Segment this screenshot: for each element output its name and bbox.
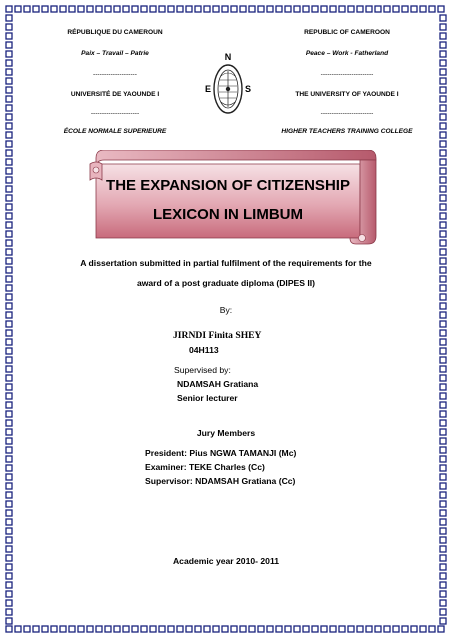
border-square bbox=[440, 285, 446, 291]
border-square bbox=[6, 267, 12, 273]
border-square bbox=[440, 114, 446, 120]
title-line-1: THE EXPANSION OF CITIZENSHIP bbox=[106, 177, 350, 194]
border-square bbox=[168, 6, 174, 12]
border-square bbox=[440, 330, 446, 336]
border-square bbox=[6, 384, 12, 390]
border-square bbox=[186, 626, 192, 632]
border-square bbox=[96, 6, 102, 12]
border-square bbox=[330, 626, 336, 632]
border-square bbox=[321, 6, 327, 12]
border-square bbox=[6, 519, 12, 525]
border-square bbox=[6, 456, 12, 462]
border-square bbox=[6, 366, 12, 372]
border-square bbox=[15, 6, 21, 12]
border-square bbox=[440, 321, 446, 327]
border-square bbox=[440, 177, 446, 183]
jury-heading: Jury Members bbox=[196, 428, 256, 438]
border-square bbox=[6, 258, 12, 264]
border-square bbox=[6, 15, 12, 21]
border-square bbox=[150, 6, 156, 12]
border-square bbox=[440, 555, 446, 561]
border-square bbox=[440, 447, 446, 453]
border-square bbox=[6, 168, 12, 174]
header-right-separator: ------------------------ bbox=[320, 110, 374, 117]
border-square bbox=[6, 240, 12, 246]
seal-letter-s: S bbox=[244, 84, 251, 94]
border-square bbox=[440, 528, 446, 534]
header-left-separator: -------------------- bbox=[93, 71, 137, 78]
header-right-school: HIGHER TEACHERS TRAINING COLLEGE bbox=[281, 128, 413, 135]
border-square bbox=[204, 6, 210, 12]
border-square bbox=[33, 626, 39, 632]
border-square bbox=[6, 123, 12, 129]
border-square bbox=[440, 231, 446, 237]
border-square bbox=[6, 321, 12, 327]
border-square bbox=[6, 375, 12, 381]
border-square bbox=[6, 24, 12, 30]
border-square bbox=[440, 15, 446, 21]
border-square bbox=[440, 141, 446, 147]
border-square bbox=[285, 626, 291, 632]
seal-letter-e: E bbox=[205, 84, 212, 94]
author-name: JIRNDI Finita SHEY bbox=[173, 330, 262, 341]
border-square bbox=[159, 6, 165, 12]
border-square bbox=[440, 591, 446, 597]
border-square bbox=[411, 6, 417, 12]
border-square bbox=[366, 626, 372, 632]
title-line-2: LEXICON IN LIMBUM bbox=[153, 206, 303, 223]
border-square bbox=[6, 626, 12, 632]
border-square bbox=[440, 474, 446, 480]
border-square bbox=[420, 6, 426, 12]
border-square bbox=[440, 564, 446, 570]
supervised-by-label: Supervised by: bbox=[174, 365, 231, 375]
border-square bbox=[33, 6, 39, 12]
border-square bbox=[6, 87, 12, 93]
border-square bbox=[393, 626, 399, 632]
border-square bbox=[78, 6, 84, 12]
author-matricule: 04H113 bbox=[189, 345, 219, 355]
border-square bbox=[402, 626, 408, 632]
border-square bbox=[440, 186, 446, 192]
border-square bbox=[440, 573, 446, 579]
header-right-motto: Peace – Work - Fatherland bbox=[305, 50, 389, 57]
border-square bbox=[348, 6, 354, 12]
border-square bbox=[440, 222, 446, 228]
border-square bbox=[6, 231, 12, 237]
border-square bbox=[123, 6, 129, 12]
border-square bbox=[420, 626, 426, 632]
border-square bbox=[440, 105, 446, 111]
border-square bbox=[348, 626, 354, 632]
border-square bbox=[6, 276, 12, 282]
border-square bbox=[366, 6, 372, 12]
border-square bbox=[141, 626, 147, 632]
border-square bbox=[6, 78, 12, 84]
border-square bbox=[6, 402, 12, 408]
border-square bbox=[384, 626, 390, 632]
border-square bbox=[440, 294, 446, 300]
border-square bbox=[438, 626, 444, 632]
border-square bbox=[440, 60, 446, 66]
border-square bbox=[105, 626, 111, 632]
border-square bbox=[258, 6, 264, 12]
border-square bbox=[440, 213, 446, 219]
border-square bbox=[440, 24, 446, 30]
border-square bbox=[6, 546, 12, 552]
border-square bbox=[6, 555, 12, 561]
border-square bbox=[303, 626, 309, 632]
border-square bbox=[177, 626, 183, 632]
header-left-country: RÉPUBLIQUE DU CAMEROUN bbox=[67, 29, 163, 36]
dissertation-line-2: award of a post graduate diploma (DIPES II) bbox=[136, 278, 316, 288]
border-square bbox=[213, 626, 219, 632]
border-square bbox=[6, 132, 12, 138]
border-square bbox=[440, 420, 446, 426]
border-square bbox=[6, 204, 12, 210]
header-left-university: UNIVERSITÉ DE YAOUNDE I bbox=[70, 91, 160, 98]
border-square bbox=[312, 6, 318, 12]
border-square bbox=[123, 626, 129, 632]
border-square bbox=[440, 33, 446, 39]
border-square bbox=[357, 626, 363, 632]
border-square bbox=[15, 626, 21, 632]
border-square bbox=[303, 6, 309, 12]
border-square bbox=[6, 420, 12, 426]
border-square bbox=[440, 429, 446, 435]
border-square bbox=[6, 582, 12, 588]
border-square bbox=[440, 348, 446, 354]
border-square bbox=[440, 456, 446, 462]
border-square bbox=[440, 78, 446, 84]
border-square bbox=[440, 96, 446, 102]
border-square bbox=[276, 626, 282, 632]
border-square bbox=[6, 303, 12, 309]
border-square bbox=[6, 438, 12, 444]
border-square bbox=[440, 267, 446, 273]
border-square bbox=[294, 626, 300, 632]
header-left-motto: Paix – Travail – Patrie bbox=[81, 50, 149, 57]
border-square bbox=[440, 492, 446, 498]
header-left-separator: ---------------------- bbox=[90, 110, 140, 117]
border-square bbox=[105, 6, 111, 12]
border-square bbox=[6, 51, 12, 57]
by-label: By: bbox=[219, 305, 233, 315]
border-square bbox=[6, 285, 12, 291]
border-square bbox=[69, 626, 75, 632]
seal-letter-n: N bbox=[224, 52, 232, 62]
border-square bbox=[6, 348, 12, 354]
border-square bbox=[6, 69, 12, 75]
border-square bbox=[87, 6, 93, 12]
border-square bbox=[6, 60, 12, 66]
jury-president: President: Pius NGWA TAMANJI (Mc) bbox=[145, 448, 297, 458]
border-square bbox=[6, 186, 12, 192]
border-square bbox=[440, 204, 446, 210]
border-square bbox=[231, 626, 237, 632]
border-square bbox=[440, 168, 446, 174]
border-square bbox=[6, 150, 12, 156]
border-square bbox=[6, 195, 12, 201]
border-square bbox=[312, 626, 318, 632]
border-square bbox=[440, 609, 446, 615]
border-square bbox=[177, 6, 183, 12]
border-square bbox=[440, 132, 446, 138]
border-square bbox=[6, 609, 12, 615]
border-square bbox=[249, 626, 255, 632]
border-square bbox=[276, 6, 282, 12]
border-square bbox=[6, 357, 12, 363]
border-square bbox=[440, 465, 446, 471]
border-square bbox=[402, 6, 408, 12]
border-square bbox=[6, 429, 12, 435]
border-square bbox=[6, 528, 12, 534]
border-square bbox=[440, 438, 446, 444]
border-square bbox=[6, 339, 12, 345]
border-square bbox=[6, 105, 12, 111]
border-square bbox=[6, 159, 12, 165]
border-square bbox=[6, 591, 12, 597]
border-square bbox=[440, 312, 446, 318]
border-square bbox=[440, 519, 446, 525]
border-square bbox=[186, 6, 192, 12]
border-square bbox=[440, 357, 446, 363]
academic-year: Academic year 2010- 2011 bbox=[172, 556, 280, 566]
supervisor-rank: Senior lecturer bbox=[177, 393, 238, 403]
border-square bbox=[24, 626, 30, 632]
jury-examiner: Examiner: TEKE Charles (Cc) bbox=[145, 462, 265, 472]
border-square bbox=[440, 582, 446, 588]
border-square bbox=[339, 626, 345, 632]
border-square bbox=[141, 6, 147, 12]
border-square bbox=[440, 510, 446, 516]
border-square bbox=[213, 6, 219, 12]
border-square bbox=[440, 618, 446, 624]
border-square bbox=[240, 626, 246, 632]
border-square bbox=[51, 626, 57, 632]
border-square bbox=[6, 222, 12, 228]
border-square bbox=[249, 6, 255, 12]
border-square bbox=[321, 626, 327, 632]
border-square bbox=[440, 51, 446, 57]
border-square bbox=[6, 6, 12, 12]
border-square bbox=[69, 6, 75, 12]
border-square bbox=[6, 294, 12, 300]
border-square bbox=[6, 177, 12, 183]
dissertation-line-1: A dissertation submitted in partial fulfilment of the requirements for the bbox=[80, 258, 372, 268]
header-right-university: THE UNIVERSITY OF YAOUNDE I bbox=[295, 91, 399, 98]
border-square bbox=[6, 96, 12, 102]
border-square bbox=[168, 626, 174, 632]
border-square bbox=[411, 626, 417, 632]
border-square bbox=[440, 384, 446, 390]
border-square bbox=[150, 626, 156, 632]
border-square bbox=[6, 213, 12, 219]
border-square bbox=[195, 6, 201, 12]
border-square bbox=[438, 6, 444, 12]
border-square bbox=[440, 150, 446, 156]
header-right-country: REPUBLIC OF CAMEROON bbox=[304, 29, 390, 36]
border-square bbox=[6, 393, 12, 399]
border-square bbox=[231, 6, 237, 12]
jury-supervisor: Supervisor: NDAMSAH Gratiana (Cc) bbox=[145, 476, 296, 486]
border-square bbox=[440, 402, 446, 408]
border-square bbox=[6, 312, 12, 318]
border-square bbox=[6, 510, 12, 516]
border-square bbox=[195, 626, 201, 632]
border-square bbox=[51, 6, 57, 12]
border-square bbox=[440, 393, 446, 399]
border-square bbox=[6, 33, 12, 39]
border-square bbox=[87, 626, 93, 632]
border-square bbox=[440, 411, 446, 417]
border-square bbox=[440, 339, 446, 345]
border-square bbox=[132, 626, 138, 632]
border-square bbox=[258, 626, 264, 632]
border-square bbox=[440, 483, 446, 489]
border-square bbox=[114, 6, 120, 12]
border-square bbox=[393, 6, 399, 12]
border-square bbox=[440, 258, 446, 264]
border-square bbox=[6, 42, 12, 48]
border-square bbox=[6, 114, 12, 120]
border-square bbox=[375, 626, 381, 632]
border-square bbox=[222, 6, 228, 12]
border-square bbox=[6, 249, 12, 255]
border-square bbox=[6, 411, 12, 417]
border-square bbox=[240, 6, 246, 12]
border-square bbox=[6, 483, 12, 489]
border-square bbox=[42, 626, 48, 632]
border-square bbox=[357, 6, 363, 12]
border-square bbox=[6, 537, 12, 543]
border-square bbox=[6, 501, 12, 507]
border-square bbox=[60, 6, 66, 12]
title-scroll-banner bbox=[86, 150, 378, 246]
border-square bbox=[6, 564, 12, 570]
border-square bbox=[285, 6, 291, 12]
border-square bbox=[42, 6, 48, 12]
border-square bbox=[330, 6, 336, 12]
ens-seal-logo bbox=[205, 50, 251, 132]
border-square bbox=[294, 6, 300, 12]
border-square bbox=[6, 141, 12, 147]
border-square bbox=[384, 6, 390, 12]
border-square bbox=[6, 447, 12, 453]
border-square bbox=[440, 537, 446, 543]
border-square bbox=[440, 276, 446, 282]
border-square bbox=[204, 626, 210, 632]
border-square bbox=[159, 626, 165, 632]
border-square bbox=[114, 626, 120, 632]
border-square bbox=[440, 366, 446, 372]
border-square bbox=[339, 6, 345, 12]
border-square bbox=[6, 618, 12, 624]
border-square bbox=[6, 573, 12, 579]
header-right-separator: ------------------------ bbox=[320, 71, 374, 78]
border-square bbox=[6, 600, 12, 606]
border-square bbox=[60, 626, 66, 632]
border-square bbox=[375, 6, 381, 12]
border-square bbox=[440, 546, 446, 552]
border-square bbox=[440, 123, 446, 129]
border-square bbox=[440, 249, 446, 255]
border-square bbox=[222, 626, 228, 632]
border-square bbox=[132, 6, 138, 12]
border-square bbox=[440, 195, 446, 201]
border-square bbox=[440, 69, 446, 75]
border-square bbox=[267, 626, 273, 632]
border-square bbox=[78, 626, 84, 632]
border-square bbox=[6, 465, 12, 471]
border-square bbox=[24, 6, 30, 12]
border-square bbox=[429, 626, 435, 632]
border-square bbox=[440, 600, 446, 606]
border-square bbox=[429, 6, 435, 12]
border-square bbox=[440, 375, 446, 381]
border-square bbox=[267, 6, 273, 12]
border-square bbox=[440, 87, 446, 93]
supervisor-name: NDAMSAH Gratiana bbox=[177, 379, 259, 389]
border-square bbox=[96, 626, 102, 632]
border-square bbox=[440, 240, 446, 246]
border-square bbox=[440, 501, 446, 507]
border-square bbox=[6, 330, 12, 336]
border-square bbox=[6, 492, 12, 498]
border-square bbox=[440, 42, 446, 48]
header-left-school: ÉCOLE NORMALE SUPERIEURE bbox=[63, 128, 167, 135]
border-square bbox=[440, 159, 446, 165]
border-square bbox=[440, 303, 446, 309]
border-square bbox=[6, 474, 12, 480]
